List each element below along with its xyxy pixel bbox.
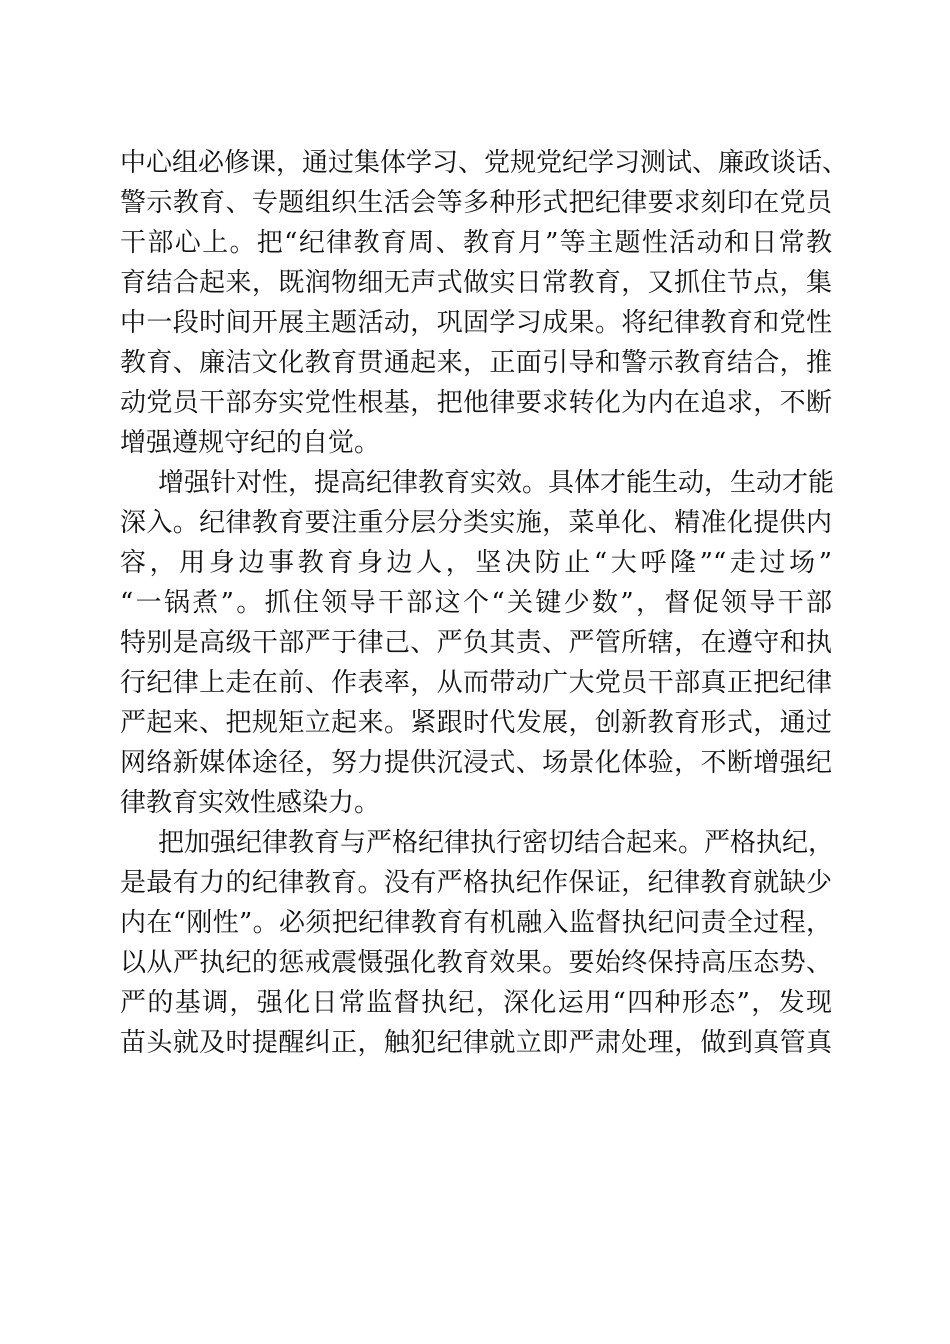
paragraph-heading-enforcement: 把加强纪律教育与严格纪律执行密切结合起来。严格执纪， bbox=[158, 828, 835, 858]
text-line-3: 干部心上。把“纪律教育周、教育月”等主题性活动和日常教 bbox=[120, 228, 832, 258]
text-line-15: 严起来、把规矩立起来。紧跟时代发展，创新教育形式，通过 bbox=[120, 708, 832, 738]
text-line-17: 律教育实效性感染力。 bbox=[120, 788, 381, 818]
text-line-4: 育结合起来，既润物细无声式做实日常教育，又抓住节点，集 bbox=[120, 268, 832, 298]
text-line-7: 动党员干部夯实党性根基，把他律要求转化为内在追求，不断 bbox=[120, 388, 832, 418]
text-line-20: 内在“刚性”。必须把纪律教育有机融入监督执纪问责全过程， bbox=[120, 908, 832, 938]
paragraph-heading-targeted: 增强针对性，提高纪律教育实效。具体才能生动，生动才能 bbox=[158, 468, 835, 498]
text-line-11: 容，用身边事教育身边人，坚决防止“大呼隆”“走过场” bbox=[120, 548, 832, 578]
text-line-5: 中一段时间开展主题活动，巩固学习成果。将纪律教育和党性 bbox=[120, 308, 832, 338]
text-line-6: 教育、廉洁文化教育贯通起来，正面引导和警示教育结合，推 bbox=[120, 348, 832, 378]
text-line-12: “一锅煮”。抓住领导干部这个“关键少数”，督促领导干部 bbox=[120, 588, 832, 618]
text-line-14: 行纪律上走在前、作表率，从而带动广大党员干部真正把纪律 bbox=[120, 668, 832, 698]
text-line-8: 增强遵规守纪的自觉。 bbox=[120, 428, 381, 458]
text-line-1: 中心组必修课，通过集体学习、党规党纪学习测试、廉政谈话、 bbox=[120, 148, 849, 178]
text-line-21: 以从严执纪的惩戒震慑强化教育效果。要始终保持高压态势、 bbox=[120, 948, 832, 978]
text-line-10: 深入。纪律教育要注重分层分类实施，菜单化、精准化提供内 bbox=[120, 508, 832, 538]
text-line-16: 网络新媒体途径，努力提供沉浸式、场景化体验，不断增强纪 bbox=[120, 748, 832, 778]
text-line-13: 特别是高级干部严于律己、严负其责、严管所辖，在遵守和执 bbox=[120, 628, 832, 658]
text-line-2: 警示教育、专题组织生活会等多种形式把纪律要求刻印在党员 bbox=[120, 188, 832, 218]
text-line-22: 严的基调，强化日常监督执纪，深化运用“四种形态”，发现 bbox=[120, 988, 832, 1018]
text-line-23: 苗头就及时提醒纠正，触犯纪律就立即严肃处理，做到真管真 bbox=[120, 1028, 832, 1058]
text-line-19: 是最有力的纪律教育。没有严格执纪作保证，纪律教育就缺少 bbox=[120, 868, 832, 898]
